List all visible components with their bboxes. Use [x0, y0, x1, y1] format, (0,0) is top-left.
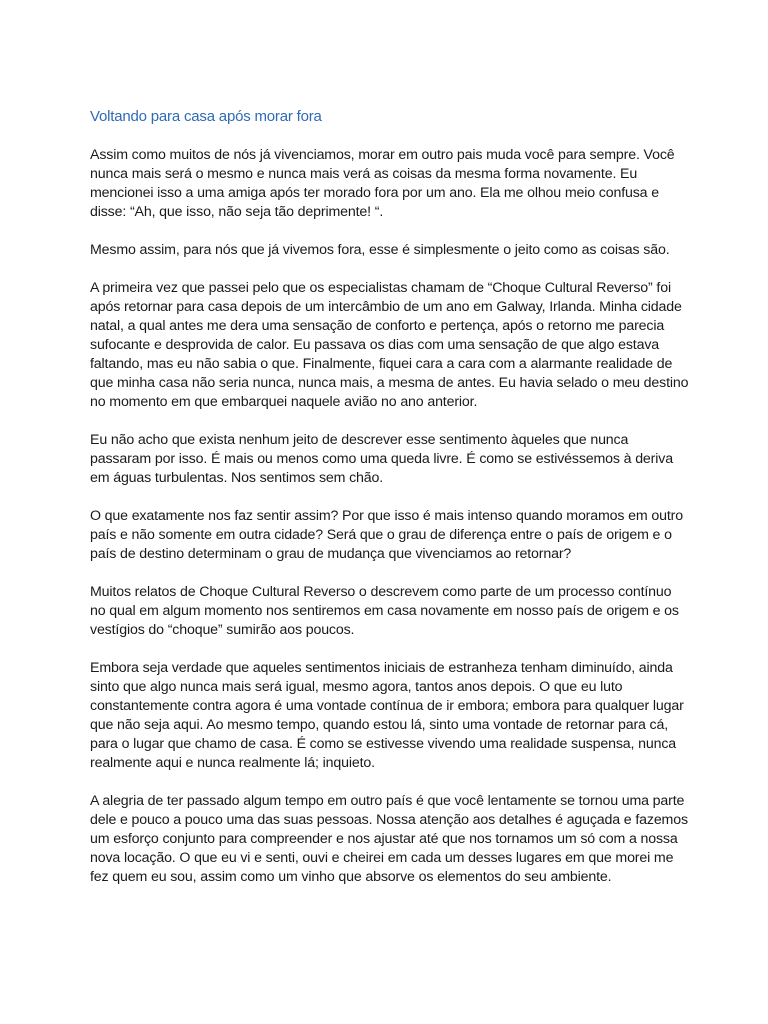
paragraph-5: O que exatamente nos faz sentir assim? Por que isso é mais intenso quando moramos em outro país e não somente em outra cidade? Será que o grau de diferença entre o país de origem e o país de destino determinam o grau de mudança que vivenciamos ao retornar? — [90, 508, 683, 562]
paragraph-1: Assim como muitos de nós já vivenciamos, morar em outro pais muda você para sempre. Você nunca mais será o mesmo e nunca mais verá as coisas da mesma forma novamente. Eu mencionei isso a uma amiga após ter morado fora por um ano. Ela me olhou meio confusa e disse: “Ah, que isso, não seja tão deprimente! “. — [90, 147, 675, 220]
paragraph-2: Mesmo assim, para nós que já vivemos fora, esse é simplesmente o jeito como as coisas são. — [90, 242, 670, 258]
document-body — [90, 146, 690, 906]
paragraph-4: Eu não acho que exista nenhum jeito de descrever esse sentimento àqueles que nunca passaram por isso. É mais ou menos como uma queda livre. É como se estivéssemos à deriva em águas turbulentas. Nos sentimos sem chão. — [90, 432, 673, 486]
paragraph-3: A primeira vez que passei pelo que os especialistas chamam de “Choque Cultural Reverso” foi após retornar para casa depois de um intercâmbio de um ano em Galway, Irlanda. Minha cidade natal, a qual antes me dera uma sensação de conforto e pertença, após o retorno me parecia sufocante e desprovida de calor. Eu passava os dias com uma sensação de que algo estava faltando, mas eu não sabia o que. Finalmente, fiquei cara a cara com a alarmante realidade de que minha casa não seria nunca, nunca mais, a mesma de antes. Eu havia selado o meu destino no momento em que embarquei naquele avião no ano anterior. — [90, 280, 689, 410]
document-title: Voltando para casa após morar fora — [90, 108, 322, 125]
paragraph-6: Muitos relatos de Choque Cultural Reverso o descrevem como parte de um processo contínuo no qual em algum momento nos sentiremos em casa novamente em nosso país de origem e os vestígios do “choque” sumirão aos poucos. — [90, 584, 679, 638]
paragraph-8: A alegria de ter passado algum tempo em outro país é que você lentamente se tornou uma parte dele e pouco a pouco uma das suas pessoas. Nossa atenção aos detalhes é aguçada e fazemos um esforço conjunto para compreender e nos ajustar até que nos tornamos um só com a nossa nova locação. O que eu vi e senti, ouvi e cheirei em cada um desses lugares em que morei me fez quem eu sou, assim como um vinho que absorve os elementos do seu ambiente. — [90, 793, 688, 885]
paragraph-7: Embora seja verdade que aqueles sentimentos iniciais de estranheza tenham diminuído, ainda sinto que algo nunca mais será igual, mesmo agora, tantos anos depois. O que eu luto constantemente contra agora é uma vontade contínua de ir embora; embora para qualquer lugar que não seja aqui. Ao mesmo tempo, quando estou lá, sinto uma vontade de retornar para cá, para o lugar que chamo de casa. É como se estivesse vivendo uma realidade suspensa, nunca realmente aqui e nunca realmente lá; inquieto. — [90, 660, 684, 771]
